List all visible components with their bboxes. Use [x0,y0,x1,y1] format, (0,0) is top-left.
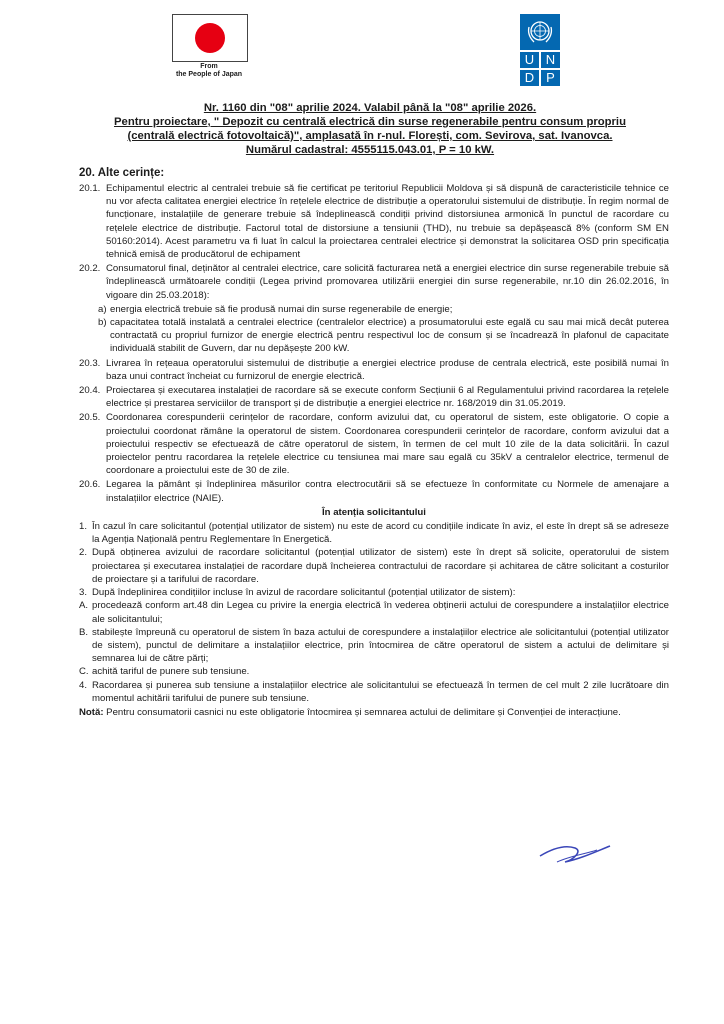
item-text: După obținerea avizului de racordare solicitantul (potențial utilizator de sistem) este în drept să solicite, operatorului de sistem proiectarea și executarea instalației de racordare după încheierea contractului de racordare și achitarea de către solicitant a costurilor de proiectare și a tarifului de racordare. [92,547,669,585]
undp-letter: P [541,70,560,86]
document-body [79,182,669,719]
item-number: 20.3. [79,357,101,369]
item-text: După îndeplinirea condițiilor incluse în avizul de racordare solicitantul (potențial utilizator de sistem): [92,587,516,599]
list-item [79,679,669,705]
sub-item [79,316,669,356]
item-text: Echipamentul electric al centralei trebuie să fie certificat pe teritoriul Republicii Moldova și să dispună de caracteristicile tehnice ce nu vor afecta calitatea energiei electrice în rețelele electrice de distribuție a operatorului sistemului de distribuție. În regim normal de funcționare, instalațiile de generare trebuie să îndeplinească condiții privind distorsiunea armonică în punctul de racordare cu rețelele electrice de distribuție. Factorul total de distorsiune a tensiunii (THD), nu trebuie sa depășească 8% (conform SM EN 50160:2014). Acest parametru va fi luat în calcul la proiectarea centralei electrice și demonstrat la solicitarea OSD prin specificația tehnică emisă de producătorul de echipament [106,183,669,261]
sub-item-letter: b) [98,317,107,329]
japan-caption: From the People of Japan [175,63,243,78]
item-number: 3. [79,587,88,599]
item-text: procedează conform art.48 din Legea cu privire la energia electrică în vederea obținerii actului de corespundere a instalațiilor electrice ale solicitantului; [92,600,669,625]
item-number: 20.4. [79,385,101,397]
nota-label: Notă: [79,706,104,718]
item-letter: C. [79,666,89,678]
undp-logo [520,14,560,84]
japan-flag-logo [172,14,248,62]
item-text: Consumatorul final, deținător al centralei electrice, care solicită facturarea netă a energiei electrice din surse regenerabile trebuie să îndeplinească următoarele condiții (Legea privind promovarea utilizării energiei din surse regenerabile, nr.10 din 26.02.2016, în vigoare din 25.03.2018): [106,263,669,301]
sub-item-text: capacitatea totală instalată a centralei electrice (centralelor electrice) a prosumatorului este egală cu sau mai mică decât puterea contractată cu propriul furnizor de energie electrică pentru respectivul loc de consum și se încadrează în plafonul de capacitate individuală stabilit de Guvern, dar nu depășește 200 kW. [110,317,669,355]
list-item [79,182,669,261]
item-text: stabilește împreună cu operatorul de sistem în baza actului de corespundere a instalațiilor electrice ale solicitantului (potențial utilizator de sistem), punctul de delimitare a instalațiilor electrice, prin întocmirea de către operatorul de sistem a actului de delimitare și semnarea lui de către părți; [92,626,669,665]
section-title: 20. Alte cerințe: [79,167,165,179]
header-line-3: (centrală electrică fotovoltaică)", amplasată în r-nul. Florești, com. Sevirova, sat. Ivanovca. [127,130,613,142]
header-line-1: Nr. 1160 din "08" aprilie 2024. Valabil până la "08" aprilie 2026. [203,102,537,114]
list-item [79,599,669,625]
list-item [79,626,669,666]
undp-letter: N [541,52,560,68]
list-item [79,411,669,477]
item-number: 20.1. [79,183,101,194]
un-emblem-icon [520,14,560,50]
undp-letter: D [520,70,539,86]
sub-item-text: energia electrică trebuie să fie produsă numai din surse regenerabile de energie; [110,303,453,315]
attention-title: În atenția solicitantului [322,506,426,518]
item-text: Proiectarea și executarea instalației de racordare să se execute conform Secțiunii 6 al Regulamentului privind racordarea la rețelele electrice și prestarea serviciilor de transport și de distribuție a energiei electrice nr. 168/2019 din 31.05.2019. [106,385,669,410]
list-item [79,520,669,546]
list-item [79,384,669,410]
item-text: Coordonarea corespunderii cerințelor de racordare, conform avizului dat, cu operatorul de sistem, este obligatorie. O copie a proiectului coordonat rămâne la operatorul de sistem. Coordonarea corespunderii cerințelor de racordare, conform avizului dat a proiectului respectiv se efectuează de către operatorul de sistem, în termen de cel mult 10 zile de la data solicitării. În cazul proiectelor pentru racordarea la rețelele electrice cu tensiunea mai mare sau egală cu 35kV a centralelor electrice, termenul de coordonare a proiectului este de 30 de zile. [106,412,669,477]
item-number: 1. [79,521,88,533]
list-item [79,546,669,586]
item-text: Legarea la pământ și îndeplinirea măsurilor contra electrocutării să se efectueze în conformitate cu Normele de amenajare a instalațiilor electrice (NAIE). [106,479,669,504]
item-number: 20.5. [79,412,101,424]
item-letter: B. [79,626,89,638]
sub-item [79,303,669,316]
item-number: 2. [79,547,88,559]
list-item [79,262,669,302]
document-header [90,101,650,157]
nota-text: Pentru consumatorii casnici nu este obligatorie întocmirea și semnarea actului de delimitare și Convenției de interacțiune. [103,706,621,718]
item-letter: A. [79,600,89,612]
rising-sun-icon [195,23,225,53]
sub-item-letter: a) [98,303,107,315]
header-line-4: Numărul cadastral: 4555115.043.01, P = 10 kW. [245,144,495,156]
nota [79,706,669,719]
item-text: Livrarea în rețeaua operatorului sistemului de distribuție a energiei electrice produse de centrala electrică, este posibilă numai în baza unui contract încheiat cu furnizorul de energie electrică. [106,357,669,382]
list-item [79,357,669,383]
item-number: 20.6. [79,479,101,491]
list-item [79,478,669,504]
header-line-2: Pentru proiectare, " Depozit cu centrală electrică din surse regenerabile pentru consum propriu [114,116,626,128]
list-item [79,586,669,599]
item-number: 20.2. [79,263,101,275]
item-text: achită tariful de punere sub tensiune. [92,666,250,678]
item-number: 4. [79,679,88,691]
signature-mark [535,832,615,872]
item-text: Racordarea și punerea sub tensiune a instalațiilor electrice ale solicitantului se efectuează în termen de cel mult 2 zile lucrătoare din momentul achitării tarifului de punere sub tensiune. [92,679,669,704]
undp-letter: U [520,52,539,68]
item-text: În cazul în care solicitantul (potențial utilizator de sistem) nu este de acord cu condițiile indicate în aviz, el este în drept să se adreseze la Agenția Națională pentru Reglementare în Energetică. [92,521,669,546]
list-item [79,665,669,678]
